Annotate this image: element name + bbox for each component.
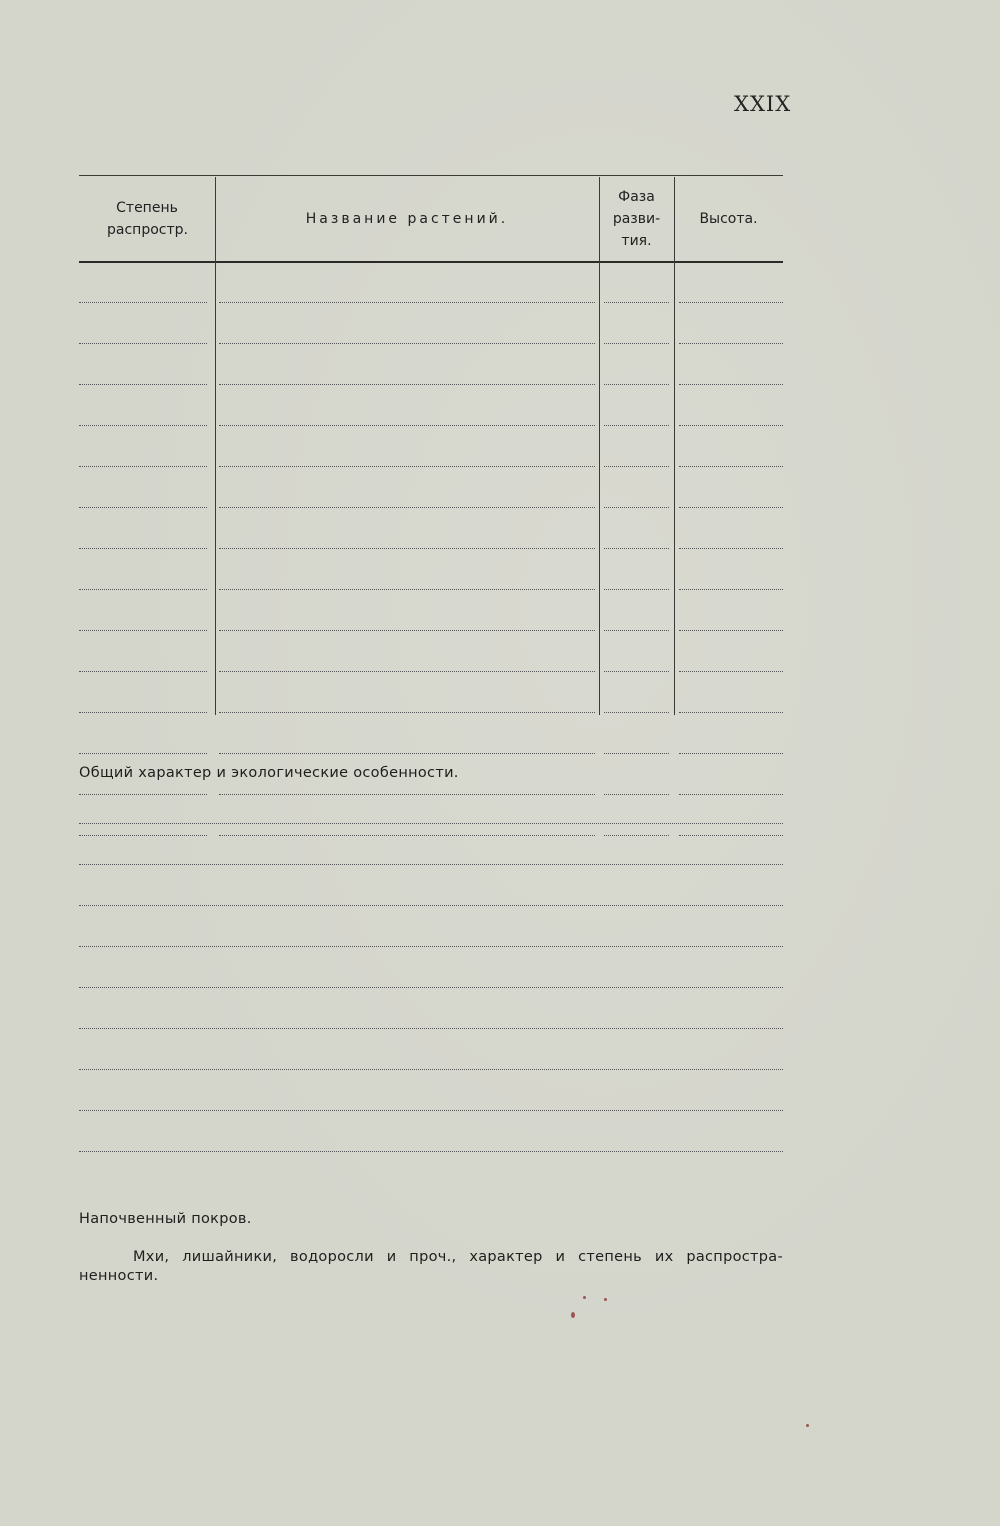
mosses-paragraph: Мхи, лишайники, водоросли и проч., характер и степень их распростра-ненности. xyxy=(79,1249,783,1284)
table-row-line xyxy=(219,794,595,795)
table-row-line xyxy=(79,835,207,836)
writing-line xyxy=(79,1110,783,1111)
table-row-line xyxy=(604,630,669,631)
table-row-line xyxy=(79,671,207,672)
table-row-line xyxy=(219,425,595,426)
table-row-line xyxy=(219,712,595,713)
table-row-line xyxy=(219,671,595,672)
table-row-line xyxy=(219,507,595,508)
table-row-line xyxy=(219,753,595,754)
table-row-line xyxy=(79,548,207,549)
table-top-rule xyxy=(79,175,783,176)
table-row-line xyxy=(219,302,595,303)
ink-speck xyxy=(604,1298,607,1301)
ink-speck xyxy=(571,1312,575,1318)
writing-line xyxy=(79,1151,783,1152)
table-row-line xyxy=(604,466,669,467)
writing-line xyxy=(79,864,783,865)
table-row-line xyxy=(79,425,207,426)
table-row-line xyxy=(604,671,669,672)
table-row-line xyxy=(79,507,207,508)
ink-speck xyxy=(583,1296,586,1299)
header-height: Высота. xyxy=(699,211,758,227)
table-row-line xyxy=(604,507,669,508)
table-row-line xyxy=(679,466,783,467)
table-row-line xyxy=(79,384,207,385)
ink-speck xyxy=(806,1424,809,1427)
table-row-line xyxy=(679,548,783,549)
general-character-heading: Общий характер и экологические особенности. xyxy=(79,765,459,781)
table-row-line xyxy=(679,589,783,590)
table-row-line xyxy=(604,712,669,713)
table-row-line xyxy=(604,384,669,385)
plant-table xyxy=(79,175,783,715)
table-row-line xyxy=(604,589,669,590)
table-row-line xyxy=(679,384,783,385)
table-row-line xyxy=(679,835,783,836)
table-row-line xyxy=(604,425,669,426)
table-row-line xyxy=(604,343,669,344)
table-row-line xyxy=(604,302,669,303)
table-row-line xyxy=(679,507,783,508)
table-row-line xyxy=(604,753,669,754)
table-header-rule xyxy=(79,261,783,263)
table-row-line xyxy=(604,794,669,795)
table-row-line xyxy=(219,466,595,467)
table-row-line xyxy=(219,343,595,344)
table-row-line xyxy=(604,548,669,549)
page-number: XXIX xyxy=(734,92,792,116)
table-row-line xyxy=(219,548,595,549)
table-row-line xyxy=(679,712,783,713)
header-degree: Степень распростр. xyxy=(107,200,188,238)
writing-line xyxy=(79,946,783,947)
table-row-line xyxy=(79,630,207,631)
table-row-line xyxy=(679,794,783,795)
soil-cover-heading: Напочвенный покров. xyxy=(79,1211,252,1227)
writing-line xyxy=(79,1069,783,1070)
writing-line xyxy=(79,1028,783,1029)
table-row-line xyxy=(679,425,783,426)
header-phase: Фаза разви-тия. xyxy=(612,189,661,249)
table-row-line xyxy=(679,753,783,754)
writing-line xyxy=(79,905,783,906)
table-row-line xyxy=(219,589,595,590)
table-row-line xyxy=(219,630,595,631)
table-row-line xyxy=(79,302,207,303)
table-row-line xyxy=(679,671,783,672)
table-row-line xyxy=(79,343,207,344)
table-row-line xyxy=(219,835,595,836)
table-row-line xyxy=(79,712,207,713)
table-row-line xyxy=(604,835,669,836)
table-row-line xyxy=(219,384,595,385)
writing-line xyxy=(79,823,783,824)
table-row-line xyxy=(79,466,207,467)
table-row-line xyxy=(79,589,207,590)
table-row-line xyxy=(679,302,783,303)
table-row-line xyxy=(679,630,783,631)
table-row-line xyxy=(79,753,207,754)
table-row-line xyxy=(679,343,783,344)
table-row-line xyxy=(79,794,207,795)
writing-line xyxy=(79,987,783,988)
header-plant-name: Название растений. xyxy=(305,211,509,227)
